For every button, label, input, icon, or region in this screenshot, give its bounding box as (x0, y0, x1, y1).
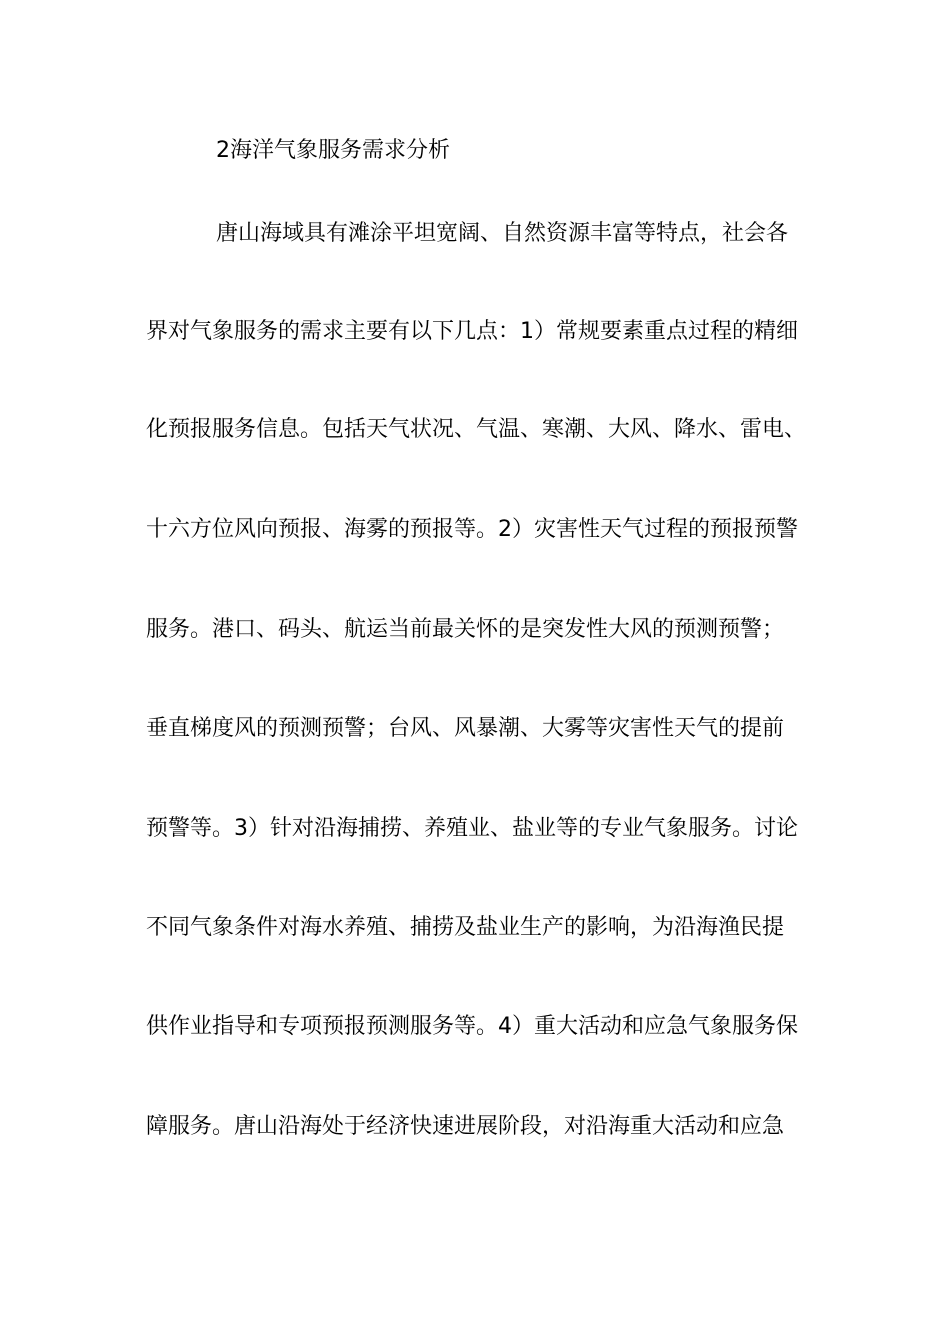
paragraph-line: 障服务。唐山沿海处于经济快速进展阶段，对沿海重大活动和应急 (146, 1114, 785, 1139)
section-heading: 2海洋气象服务需求分析 (216, 138, 450, 163)
paragraph-line: 垂直梯度风的预测预警；台风、风暴潮、大雾等灾害性天气的提前 (146, 716, 785, 741)
paragraph-line: 预警等。3）针对沿海捕捞、养殖业、盐业等的专业气象服务。讨论 (146, 816, 798, 841)
paragraph-line: 界对气象服务的需求主要有以下几点：1）常规要素重点过程的精细 (146, 319, 798, 344)
paragraph-line: 化预报服务信息。包括天气状况、气温、寒潮、大风、降水、雷电、 (146, 417, 807, 442)
paragraph-line: 不同气象条件对海水养殖、捕捞及盐业生产的影响，为沿海渔民提 (146, 915, 785, 940)
paragraph-line: 供作业指导和专项预报预测服务等。4）重大活动和应急气象服务保 (146, 1014, 798, 1039)
paragraph-line: 唐山海域具有滩涂平坦宽阔、自然资源丰富等特点，社会各 (216, 221, 789, 246)
paragraph-line: 十六方位风向预报、海雾的预报等。2）灾害性天气过程的预报预警 (146, 517, 798, 542)
paragraph-line: 服务。港口、码头、航运当前最关怀的是突发性大风的预测预警； (146, 617, 785, 642)
